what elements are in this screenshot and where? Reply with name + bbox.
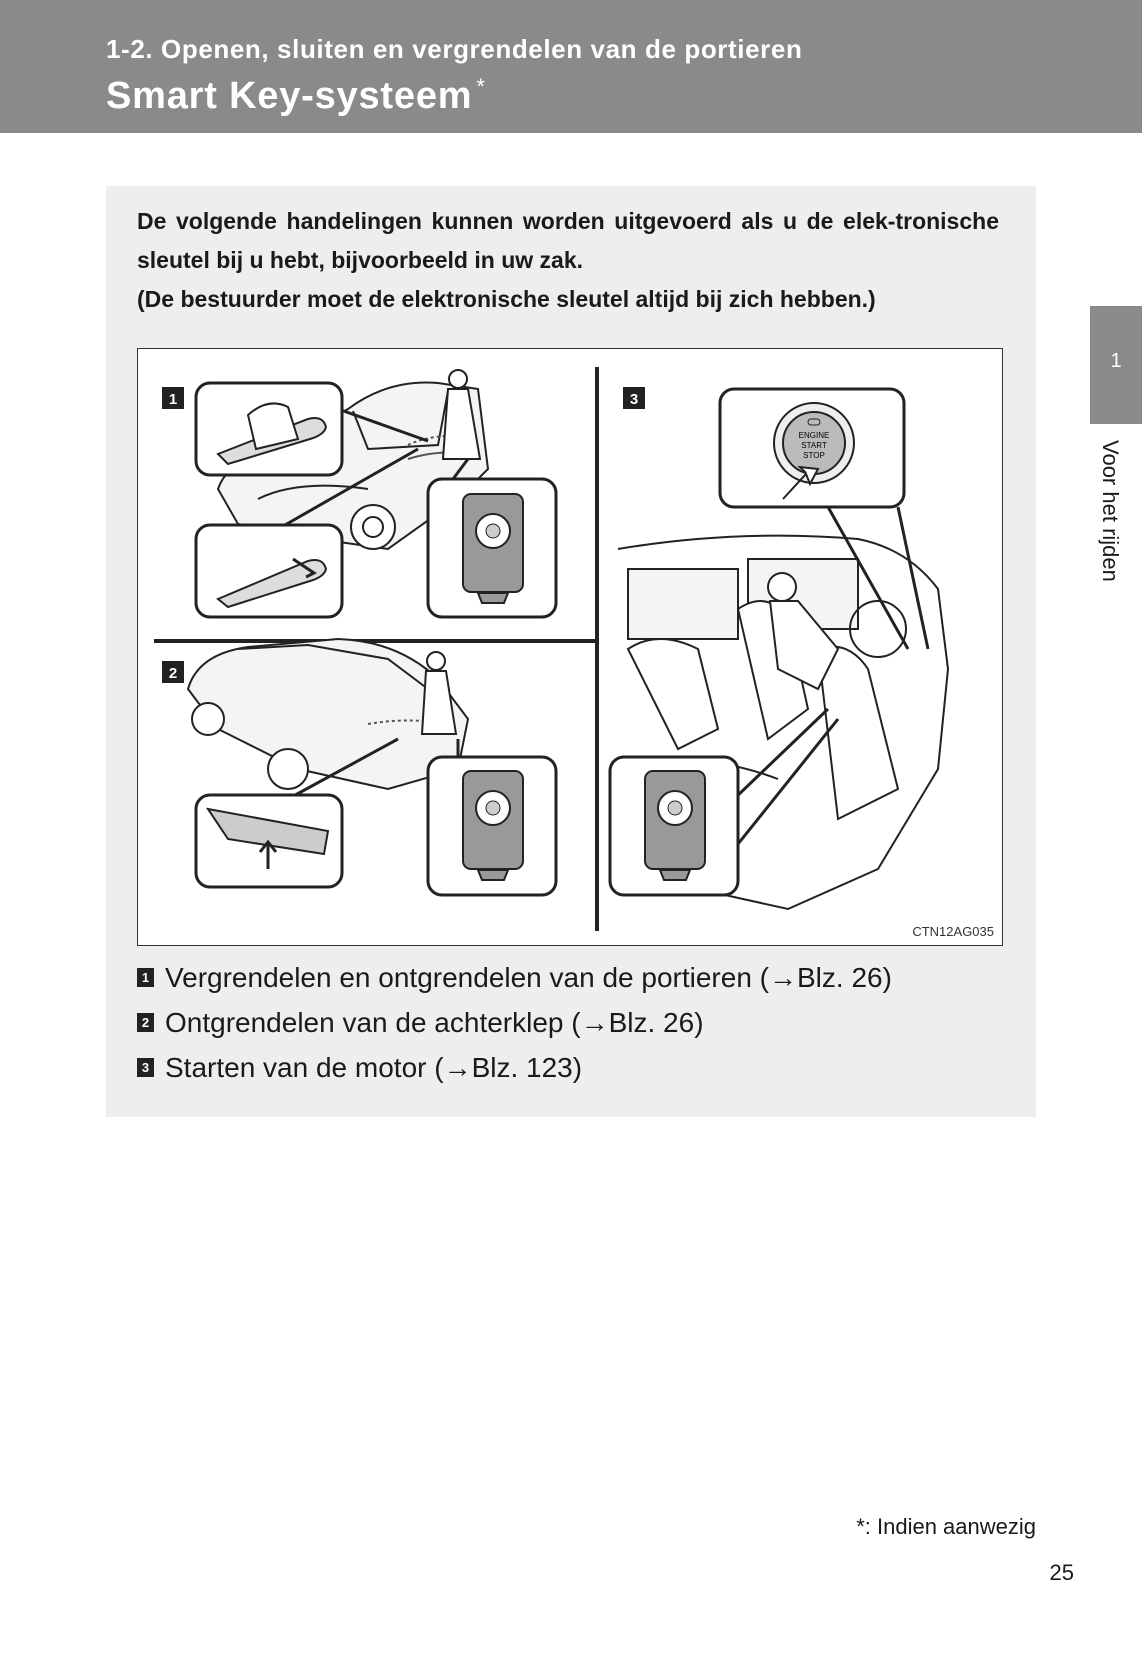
smart-key-icon (463, 494, 523, 603)
smart-key-icon (645, 771, 705, 880)
legend-number: 2 (137, 1013, 154, 1032)
button-text-engine: ENGINE (798, 431, 830, 440)
legend-text: Starten van de motor (→Blz. 123) (165, 1051, 583, 1083)
section-heading: 1-2. Openen, sluiten en vergrendelen van de portieren (106, 34, 803, 64)
chapter-label (1080, 440, 1140, 620)
panel-number-3: 3 (629, 391, 639, 408)
legend-item (137, 1045, 1017, 1090)
intro-text (137, 202, 999, 319)
legend-item (137, 1000, 1017, 1045)
intro-note: (De bestuurder moet de elektronische sleutel altijd bij zich hebben.) (137, 286, 876, 312)
chapter-tab-number: 1 (1110, 350, 1122, 372)
legend-number: 3 (137, 1058, 154, 1077)
chapter-label-text: Voor het rijden (1098, 440, 1123, 582)
legend-text: Vergrendelen en ontgrendelen van de portieren (→Blz. 26) (165, 961, 892, 993)
panel-number-1: 1 (168, 391, 178, 408)
person-rear-drawing (422, 652, 456, 734)
intro-paragraph: De volgende handelingen kunnen worden uitgevoerd als u de elek-tronische sleutel bij u hebt, bijvoorbeeld in uw zak. (137, 208, 999, 273)
button-text-start: START (801, 441, 827, 450)
header-bar (0, 0, 1142, 133)
panel-number-2: 2 (168, 665, 178, 682)
legend-list (137, 955, 1017, 1090)
illustration-drawing (138, 349, 1004, 947)
chapter-tab[interactable] (1090, 306, 1142, 424)
page-title (106, 74, 486, 118)
smart-key-icon (463, 771, 523, 880)
legend-text: Ontgrendelen van de achterklep (→Blz. 26) (165, 1006, 704, 1038)
figure-code: CTN12AG035 (912, 924, 994, 939)
footnote: *: Indien aanwezig (856, 1514, 1036, 1539)
page-number: 25 (1049, 1560, 1074, 1585)
optional-mark: * (476, 74, 486, 99)
button-text-stop: STOP (803, 451, 825, 460)
page-title-text: Smart Key-systeem (106, 75, 473, 117)
illustration (137, 348, 1003, 946)
legend-number: 1 (137, 968, 154, 987)
legend-item (137, 955, 1017, 1000)
